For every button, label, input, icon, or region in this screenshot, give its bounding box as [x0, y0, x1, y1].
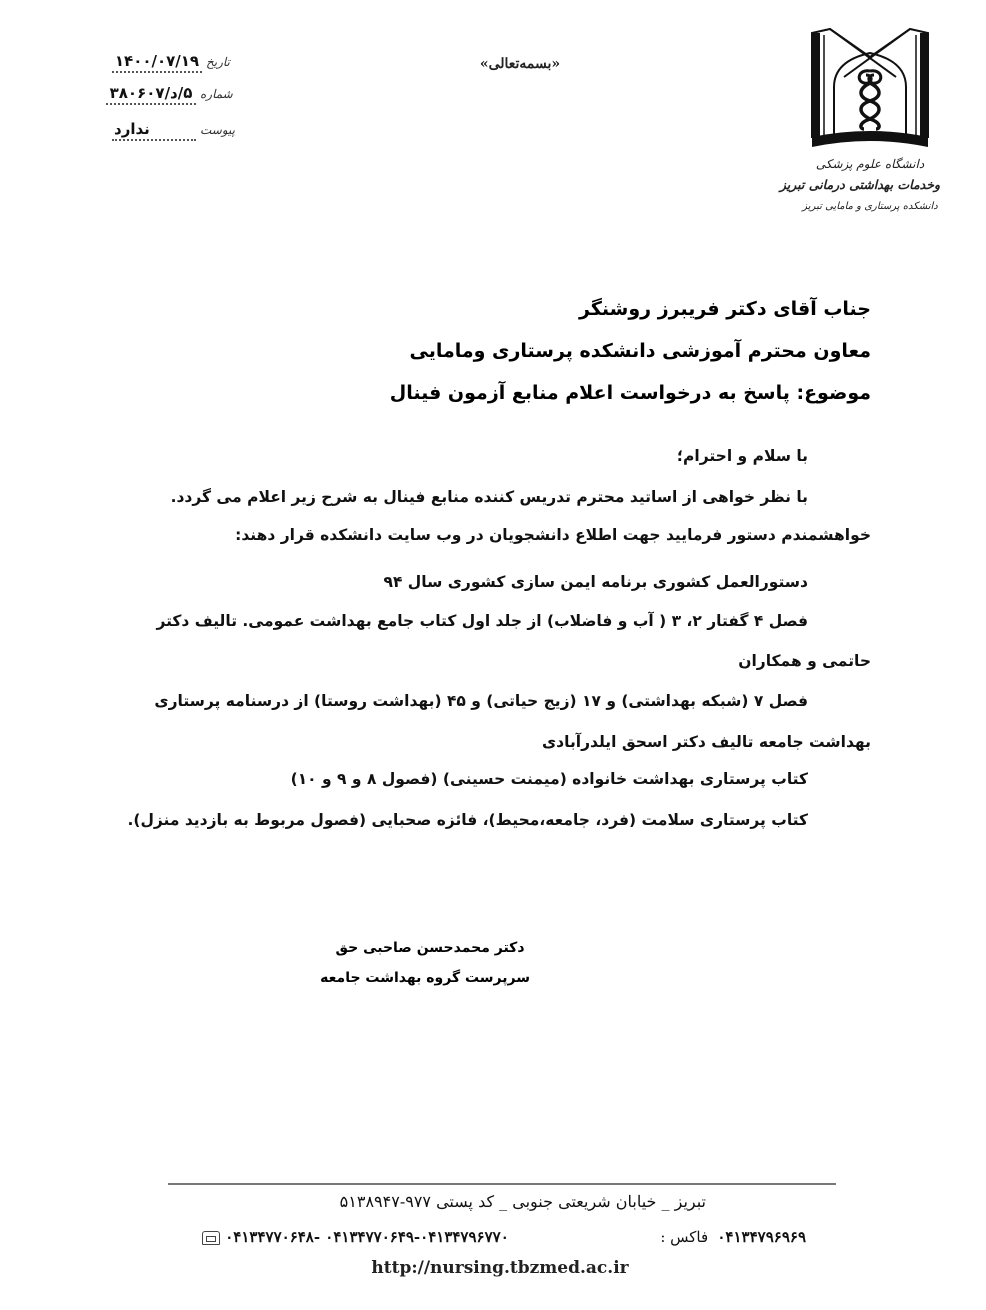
fax-label: فاکس : — [660, 1228, 709, 1246]
footer-divider — [168, 1183, 836, 1185]
number-row — [106, 84, 233, 105]
source-item-3-line-2: بهداشت جامعه تالیف دکتر اسحق ایلدرآبادی — [541, 733, 871, 751]
date-row — [112, 52, 230, 73]
date-value: ۱۴۰۰/۰۷/۱۹ — [112, 52, 202, 73]
source-item-3-line-1: فصل ۷ (شبکه بهداشتی) و ۱۷ (زیج حیاتی) و ۴۵ (بهداشت روستا) از درسنامه پرستاری — [154, 692, 808, 710]
greeting: با سلام و احترام؛ — [676, 447, 808, 465]
addressee-title: معاون محترم آموزشی دانشکده پرستاری ومامایی — [409, 340, 871, 362]
logo-text-services: وخدمات بهداشتی درمانی تبریز — [779, 177, 940, 192]
source-item-5: کتاب پرستاری سلامت (فرد، جامعه،محیط)، فائزه صحبایی (فصول مربوط به بازدید منزل). — [127, 811, 808, 829]
logo-text-university: دانشگاه علوم پزشکی — [815, 157, 925, 171]
source-item-1: دستورالعمل کشوری برنامه ایمن سازی کشوری سال ۹۴ — [383, 573, 808, 591]
website-url[interactable]: http://nursing.tbzmed.ac.ir — [371, 1258, 629, 1278]
source-item-4: کتاب پرستاری بهداشت خانواده (میمنت حسینی) (فصول ۸ و ۹ و ۱۰) — [290, 770, 808, 788]
footer-phones — [200, 1228, 509, 1246]
logo-text-faculty: دانشکده پرستاری و مامایی تبریز — [802, 201, 938, 212]
body-paragraph-2: خواهشمندم دستور فرمایید جهت اطلاع دانشجویان در وب سایت دانشکده قرار دهند: — [235, 526, 871, 544]
signatory-title: سرپرست گروه بهداشت جامعه — [320, 970, 530, 986]
attachment-row — [112, 120, 235, 141]
date-label: تاریخ — [206, 55, 230, 69]
source-item-2-line-2: حاتمی و همکاران — [738, 652, 871, 670]
phone-numbers: ۰۴۱۳۴۷۷۰۶۴۸- ۰۴۱۳۴۷۷۰۶۴۹-۰۴۱۳۴۷۹۶۷۷۰ — [225, 1228, 509, 1246]
book-emblem-icon — [800, 25, 940, 155]
attachment-value: ندارد — [112, 120, 196, 141]
university-logo — [779, 25, 940, 225]
bismillah-heading: «بسمه‌تعالی» — [479, 56, 561, 72]
footer-address: تبریز _ خیابان شریعتی جنوبی _ کد پستی ۹۷۷-۵۱۳۸۹۴۷ — [339, 1192, 706, 1211]
body-paragraph-1: با نظر خواهی از اساتید محترم تدریس کننده منابع فینال به شرح زیر اعلام می گردد. — [170, 488, 808, 506]
fax-value: ۰۴۱۳۴۷۹۶۹۶۹ — [717, 1228, 806, 1246]
signatory-name: دکتر محمدحسن صاحبی حق — [335, 940, 525, 956]
source-item-2-line-1: فصل ۴ گفتار ۲، ۳ ( آب و فاضلاب) از جلد اول کتاب جامع بهداشت عمومی. تالیف دکتر — [156, 612, 808, 630]
number-label: شماره — [200, 87, 233, 101]
telephone-icon — [202, 1231, 220, 1245]
number-value: ۵/د/۳۸۰۶۰۷ — [106, 84, 196, 105]
addressee-name: جناب آقای دکتر فریبرز روشنگر — [579, 298, 871, 320]
subject-line: موضوع: پاسخ به درخواست اعلام منابع آزمون فینال — [389, 382, 871, 404]
attachment-label: پیوست — [200, 123, 235, 137]
footer-fax — [660, 1228, 806, 1246]
